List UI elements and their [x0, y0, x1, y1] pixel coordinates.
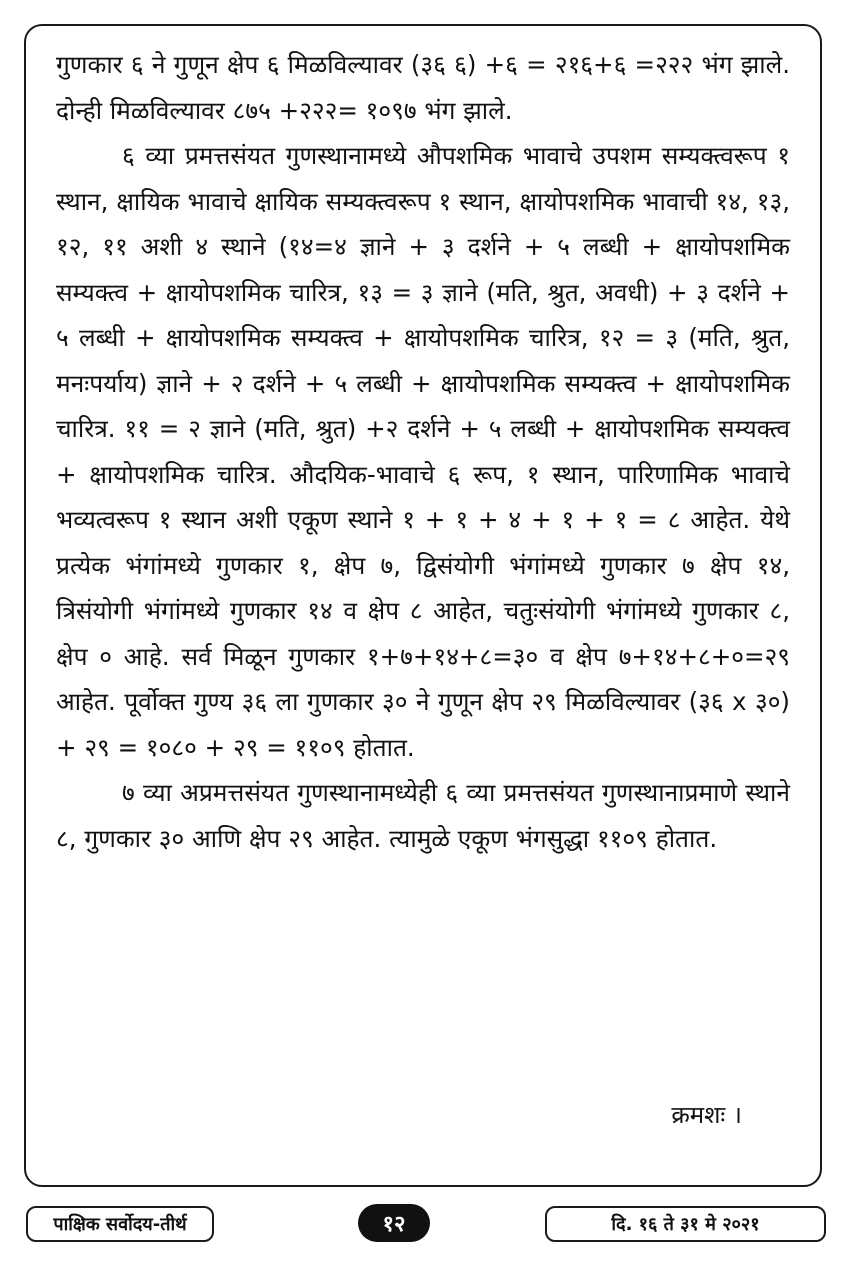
issue-date: दि. १६ ते ३१ मे २०२१	[545, 1206, 826, 1242]
paragraph: गुणकार ६ ने गुणून क्षेप ६ मिळविल्यावर (३६ ६) +६ = २१६+६ =२२२ भंग झाले. दोन्ही मिळविल्यावर ८७५ +२२२= १०९७ भंग झाले.	[56, 50, 790, 125]
paragraph: ७ व्या अप्रमत्तसंयत गुणस्थानामध्येही ६ व्या प्रमत्तसंयत गुणस्थानाप्रमाणे स्थाने ८, गुणकार ३० आणि क्षेप २९ आहेत. त्यामुळे एकूण भंगसुद्धा ११०९ होतात.	[56, 778, 790, 853]
paragraph: ६ व्या प्रमत्तसंयत गुणस्थानामध्ये औपशमिक भावाचे उपशम सम्यक्त्वरूप १ स्थान, क्षायिक भावाचे क्षायिक सम्यक्त्वरूप १ स्थान, क्षायोपशमिक भावाची १४, १३, १२, ११ अशी ४ स्थाने (१४=४ ज्ञाने + ३ दर्शने + ५ लब्धी + क्षायोपशमिक सम्यक्त्व + क्षायोपशमिक चारित्र, १३ = ३ ज्ञाने (मति, श्रुत, अवधी) + ३ दर्शने + ५ लब्धी + क्षायोपशमिक सम्यक्त्व + क्षायोपशमिक चारित्र, १२ = ३ (मति, श्रुत, मनःपर्याय) ज्ञाने + २ दर्शने + ५ लब्धी + क्षायोपशमिक सम्यक्त्व + क्षायोपशमिक चारित्र. ११ = २ ज्ञाने (मति, श्रुत) +२ दर्शने + ५ लब्धी + क्षायोपशमिक सम्यक्त्व + क्षायोपशमिक चारित्र. औदयिक-भावाचे ६ रूप, १ स्थान, पारिणामिक भावाचे भव्यत्वरूप १ स्थान अशी एकूण स्थाने १ + १ + ४ + १ + १ = ८ आहेत. येथे प्रत्येक भंगांमध्ये गुणकार १, क्षेप ७, द्विसंयोगी भंगांमध्ये गुणकार ७ क्षेप १४, त्रिसंयोगी भंगांमध्ये गुणकार १४ व क्षेप ८ आहेत, चतुःसंयोगी भंगांमध्ये गुणकार ८, क्षेप ० आहे. सर्व मिळून गुणकार १+७+१४+८=३० व क्षेप ७+१४+८+०=२९ आहेत. पूर्वोक्त गुण्य ३६ ला गुणकार ३० ने गुणून क्षेप २९ मिळविल्यावर (३६ x ३०) + २९ = १०८० + २९ = ११०९ होतात.	[56, 141, 790, 762]
article-body	[56, 42, 790, 861]
continued-note: क्रमशः ।	[671, 1101, 742, 1129]
page-number: १२	[358, 1204, 430, 1242]
publication-name: पाक्षिक सर्वोदय-तीर्थ	[26, 1206, 214, 1242]
